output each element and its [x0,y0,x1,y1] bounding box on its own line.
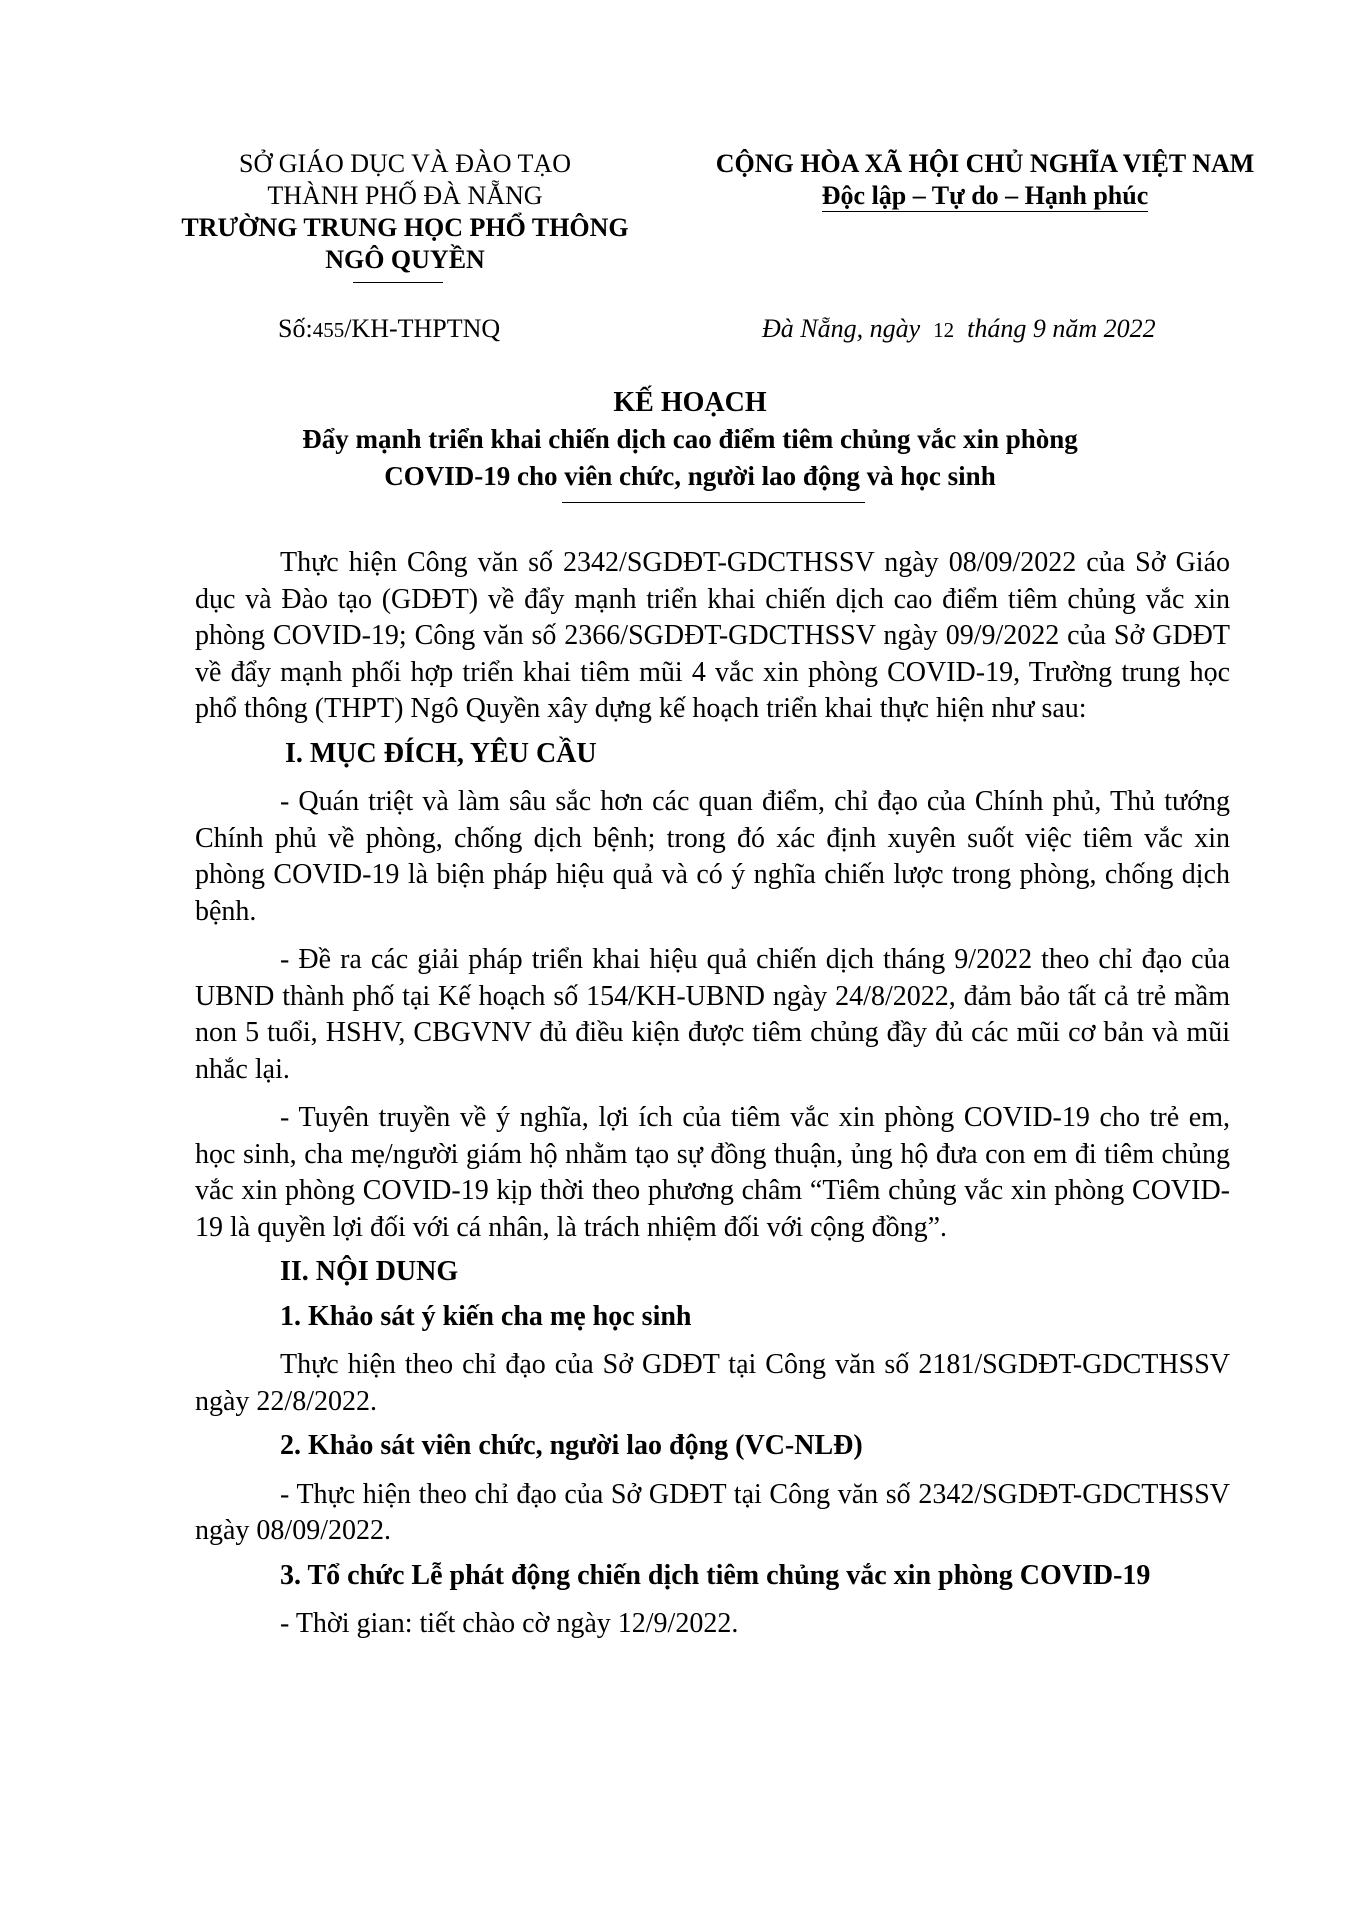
agency-line-school-name: NGÔ QUYỀN [325,245,485,274]
subsection-heading-parent-survey: 1. Khảo sát ý kiến cha mẹ học sinh [280,1300,692,1332]
purpose-item: - Tuyên truyền về ý nghĩa, lợi ích của tiêm vắc xin phòng COVID-19 cho trẻ em, học sinh, cha mẹ/người giám hộ nhằm tạo sự đồng thuận, ủng hộ đưa con em đi tiêm chủng vắc xin phòng COVID-19 kịp thời theo phương châm “Tiêm chủng vắc xin phòng COVID-19 là quyền lợi đối với cá nhân, là trách nhiệm đối với cộng đồng”. [195,1102,1230,1243]
doc-number-prefix: Số: [278,314,313,343]
launch-ceremony-text: - Thời gian: tiết chào cờ ngày 12/9/2022. [280,1608,739,1639]
document-subtitle-line2: COVID-19 cho viên chức, người lao động và học sinh [384,461,996,491]
agency-line-city: THÀNH PHỐ ĐÀ NẴNG [267,181,543,210]
section-heading-content: II. NỘI DUNG [280,1256,459,1287]
subsection-heading-staff-survey: 2. Khảo sát viên chức, người lao động (VC-NLĐ) [280,1430,863,1461]
doc-date-suffix: tháng 9 năm 2022 [967,314,1156,343]
issuing-agency-block [140,148,670,276]
title-underline [562,502,865,503]
document-title-block [190,385,1190,495]
document-title: KẾ HOẠCH [613,387,767,418]
staff-survey-text: - Thực hiện theo chỉ đạo của Sở GDĐT tại Công văn số 2342/SGDĐT-GDCTHSSV ngày 08/09/2022. [195,1478,1230,1546]
national-motto: Độc lập – Tự do – Hạnh phúc [821,181,1149,210]
agency-underline [353,282,443,283]
section-heading-purpose: I. MỤC ĐÍCH, YÊU CẦU [285,737,597,769]
purpose-item: - Quán triệt và làm sâu sắc hơn các quan điểm, chỉ đạo của Chính phủ, Thủ tướng Chính phủ về phòng, chống dịch bệnh; trong đó xác định xuyên suốt việc tiêm vắc xin phòng COVID-19 là biện pháp hiệu quả và có ý nghĩa chiến lược trong phòng, chống dịch bệnh. [195,786,1230,927]
document-subtitle-line1: Đẩy mạnh triển khai chiến dịch cao điểm tiêm chủng vắc xin phòng [302,424,1078,454]
document-date [762,312,1156,347]
intro-paragraph: Thực hiện Công văn số 2342/SGDĐT-GDCTHSSV ngày 08/09/2022 của Sở Giáo dục và Đào tạo (GDĐT) về đẩy mạnh triển khai chiến dịch cao điểm tiêm chủng vắc xin phòng COVID-19; Công văn số 2366/SGDĐT-GDCTHSSV ngày 09/9/2022 của Sở GDĐT về đẩy mạnh phối hợp triển khai tiêm mũi 4 vắc xin phòng COVID-19, Trường trung học phổ thông (THPT) Ngô Quyền xây dựng kế hoạch triển khai thực hiện như sau: [195,547,1230,724]
doc-number-value: 455 [312,318,345,342]
agency-line-department: SỞ GIÁO DỤC VÀ ĐÀO TẠO [239,149,571,178]
subsection-heading-launch-ceremony: 3. Tổ chức Lễ phát động chiến dịch tiêm chủng vắc xin phòng COVID-19 [280,1559,1151,1591]
doc-number-suffix: /KH-THPTNQ [344,314,501,343]
doc-date-day: 12 [933,318,955,342]
agency-line-school: TRƯỜNG TRUNG HỌC PHỔ THÔNG [181,213,629,242]
document-body [195,545,1230,1643]
document-number [278,312,500,347]
national-title-block [680,148,1290,212]
parent-survey-text: Thực hiện theo chỉ đạo của Sở GDĐT tại Công văn số 2181/SGDĐT-GDCTHSSV ngày 22/8/2022. [195,1349,1230,1417]
national-title: CỘNG HÒA XÃ HỘI CHỦ NGHĨA VIỆT NAM [715,149,1255,178]
purpose-item: - Đề ra các giải pháp triển khai hiệu quả chiến dịch tháng 9/2022 theo chỉ đạo của UBND thành phố tại Kế hoạch số 154/KH-UBND ngày 24/8/2022, đảm bảo tất cả trẻ mầm non 5 tuổi, HSHV, CBGVNV đủ điều kiện được tiêm chủng đầy đủ các mũi cơ bản và mũi nhắc lại. [195,944,1230,1085]
doc-date-prefix: Đà Nẵng, ngày [762,314,921,343]
